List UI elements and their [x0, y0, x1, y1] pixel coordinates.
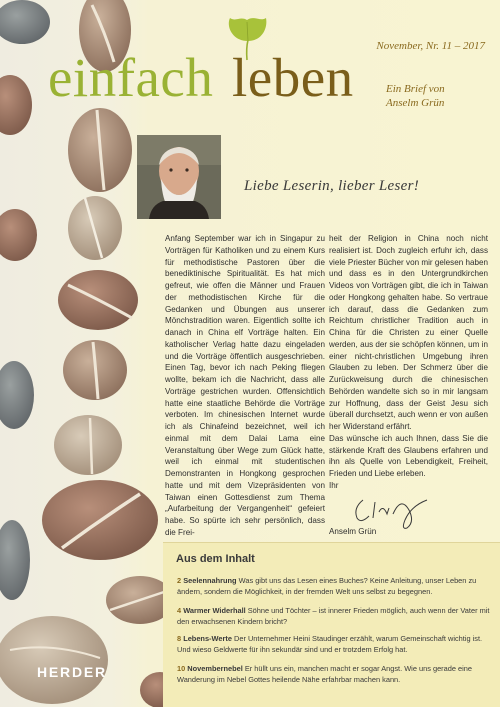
handwritten-signature — [349, 494, 444, 530]
letter-paragraph: Anfang September war ich in Singapur zu Vorträgen für Katholiken und zu einem Kurs für methodistische Pastoren über die benediktinische Spiritualität. Es hat mich gefreut, wie offen die Männer und Frauen der methodistischen Kirche für die Gedanken und Übungen aus unserer Mönchstradition waren. Eigentlich sollte ich danach in China elf Vorträge halten. Ein katholischer Verlag hatte dazu eingeladen und die Vorträge öffentlich ausgeschrieben. Einen Tag, bevor ich nach Peking fliegen wollte, bekam ich die Nachricht, dass alle Vorträge gestrichen wurden. Offensichtlich hatte eine staatliche Behörde die Vorträge verboten. Im chinesischen Internet wurde ich als Chinafeind bezeichnet, weil ich einmal mit dem Dalai Lama eine Veranstaltung über Wege zum Glück hatte, weil ich einmal mit studentischen Demonstranten in Hongkong gesprochen hatte und mit dem Vizepräsidenten von Taiwan einen Gottesdienst zum Thema „Aufarbeitung der Vergangenheit“ gefeiert habe. So spürte ich sehr persönlich, dass die Frei- — [165, 234, 325, 537]
toc-title: Lebens-Werte — [183, 634, 232, 643]
stone — [0, 209, 37, 261]
stone — [0, 0, 50, 44]
toc-title: Seelennahrung — [183, 576, 237, 585]
subtitle-line: Ein Brief von — [386, 83, 445, 95]
signature-block — [329, 494, 488, 534]
letter-paragraph: heit der Religion in China noch nicht realisiert ist. Doch zugleich erfuhr ich, dass viele Priester Bücher von mir gelesen haben und dass es in den Untergrundkirchen Videos von Vorträgen gibt, die ich in Taiwan oder Hongkong gehalten habe. So vertraue ich darauf, dass die Gedanken zum Reichtum christlicher Tradition auch in China für die Christen zu einer Quelle werden, aus der sie schöpfen können, um in einer nicht-christlichen Umgebung ihren Glauben zu leben. Der Schmerz über die Zurückweisung durch die chinesischen Behörden wandelte sich so in mir langsam zur Hoffnung, dass der Geist Jesu sich überall durchsetzt, auch wenn er von außen her Widerstand erfährt. — [329, 234, 488, 431]
masthead-title-leben: leben — [232, 47, 354, 108]
toc-title: Novembernebel — [187, 664, 243, 673]
stone — [0, 520, 30, 600]
toc-page-number: 4 — [177, 606, 182, 615]
letter-column-1 — [165, 233, 325, 539]
stone — [0, 616, 108, 704]
toc-description: Er hüllt uns ein, manchen macht er sogar Angst. Wie uns gerade eine Wanderung im Nebel Gottes heilende Nähe erfahrbar machen kann. — [177, 664, 472, 685]
toc-page-number: 8 — [177, 634, 182, 643]
toc-item[interactable] — [177, 663, 493, 685]
toc-item[interactable] — [177, 605, 493, 627]
stone — [54, 415, 122, 475]
toc-description: Söhne und Töchter – ist innerer Frieden möglich, auch wenn der Vater mit den erwachsenen Kindern bricht? — [177, 606, 490, 627]
publisher-logo: HERDER — [37, 664, 107, 680]
toc-description: Der Unternehmer Heini Staudinger erzählt, warum Gemeinschaft wichtig ist. Und wieso Geldwerte für ihn sekundär sind und er trotzdem Erfolg hat. — [177, 634, 483, 655]
table-of-contents-box — [163, 542, 500, 707]
issue-label: November, Nr. 11 – 2017 — [376, 40, 485, 52]
toc-item[interactable] — [177, 633, 493, 655]
author-portrait — [137, 135, 221, 219]
masthead-title-einfach: einfach — [48, 47, 214, 108]
masthead-subtitle — [386, 82, 486, 110]
stone — [0, 361, 34, 429]
letter-greeting: Liebe Leserin, lieber Leser! — [244, 178, 420, 194]
toc-title: Warmer Widerhall — [183, 606, 246, 615]
toc-heading: Aus dem Inhalt — [176, 553, 255, 565]
letter-closing: Ihr — [329, 480, 339, 490]
letter-column-2 — [329, 233, 488, 534]
toc-page-number: 10 — [177, 664, 186, 673]
toc-page-number: 2 — [177, 576, 182, 585]
letter-paragraph: Das wünsche ich auch Ihnen, dass Sie die stärkende Kraft des Glaubens erfahren und ihn als Quelle von Lebendigkeit, Freiheit, Frieden und Liebe erleben. — [329, 433, 488, 478]
toc-item[interactable] — [177, 575, 493, 597]
stone — [0, 75, 32, 135]
subtitle-line: Anselm Grün — [386, 97, 445, 109]
toc-description: Was gibt uns das Lesen eines Buches? Keine Anleitung, unser Leben zu ändern, sondern die Möglichkeit, in der fremden Welt uns selbst zu begegnen. — [177, 576, 477, 597]
stone — [68, 196, 122, 260]
signature-name: Anselm Grün — [329, 526, 377, 536]
